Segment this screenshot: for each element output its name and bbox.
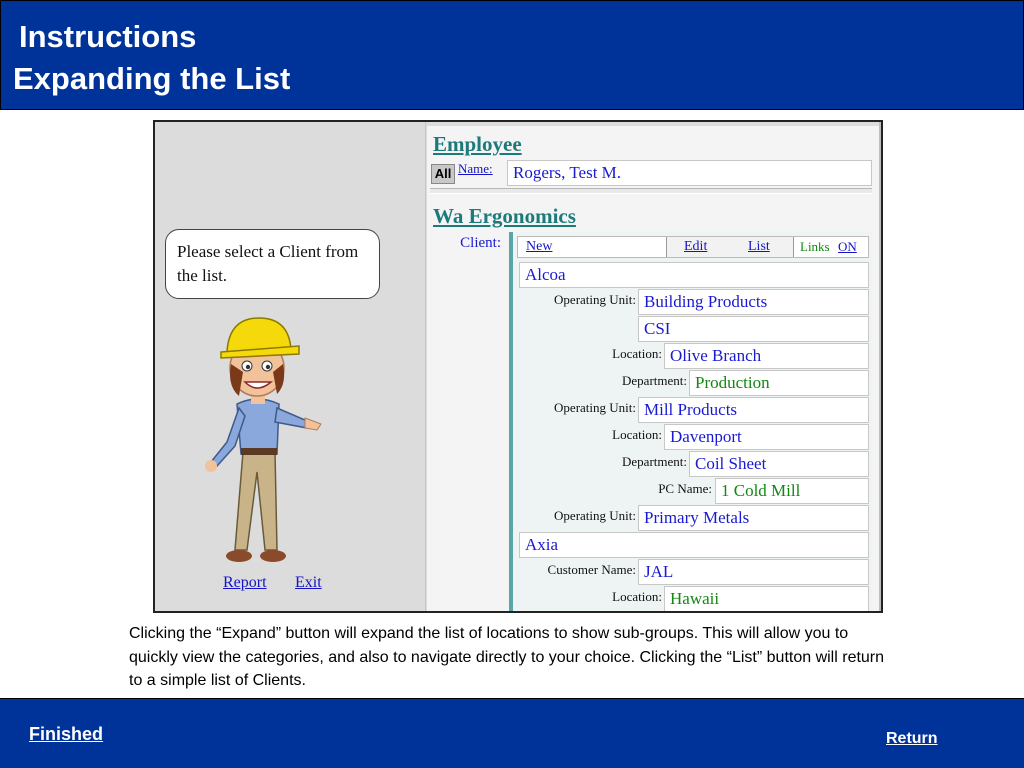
operating-unit-label: Operating Unit: xyxy=(554,292,636,307)
client-label: Client: xyxy=(460,235,501,251)
header-banner xyxy=(0,0,1024,110)
left-pane xyxy=(155,122,426,611)
page-subtitle: Expanding the List xyxy=(13,61,291,96)
footer-bar xyxy=(0,698,1024,768)
production-item[interactable]: Production xyxy=(689,370,869,396)
edit-button[interactable]: Edit xyxy=(684,239,708,254)
coil-sheet-item[interactable]: Coil Sheet xyxy=(689,451,869,477)
primary-metals-item[interactable]: Primary Metals xyxy=(638,505,869,531)
instruction-caption: Clicking the “Expand” button will expand the list of locations to show sub-groups. This will allow you to quickly view the categories, and also to navigate directly to your choice. Clicking the “List” button will return to a simple list of Clients. xyxy=(129,625,885,689)
location-label: Location: xyxy=(612,427,662,442)
return-link[interactable]: Return xyxy=(886,730,938,747)
worker-illustration-icon xyxy=(191,312,331,572)
scrollbar[interactable] xyxy=(879,122,883,611)
client-axia[interactable]: Axia xyxy=(519,532,869,558)
customer-name-label: Customer Name: xyxy=(547,562,636,577)
report-link[interactable]: Report xyxy=(223,574,267,591)
hawaii-item[interactable]: Hawaii xyxy=(664,586,869,612)
right-pane xyxy=(427,126,879,611)
links-label: Links xyxy=(800,239,830,254)
all-button[interactable]: All xyxy=(431,164,455,184)
department-label: Department: xyxy=(622,454,687,469)
mill-products-item[interactable]: Mill Products xyxy=(638,397,869,423)
pc-name-label: PC Name: xyxy=(658,481,712,496)
new-button[interactable]: New xyxy=(526,239,553,254)
wa-ergonomics-heading: Wa Ergonomics xyxy=(433,204,576,228)
operating-unit-label: Operating Unit: xyxy=(554,400,636,415)
davenport-item[interactable]: Davenport xyxy=(664,424,869,450)
page-title: Instructions xyxy=(19,19,197,54)
speech-bubble: Please select a Client from the list. xyxy=(165,229,380,299)
cold-mill-item[interactable]: 1 Cold Mill xyxy=(715,478,869,504)
divider xyxy=(430,188,872,194)
location-label: Location: xyxy=(612,589,662,604)
jal-item[interactable]: JAL xyxy=(638,559,869,585)
name-label-link[interactable]: Name: xyxy=(458,161,493,176)
list-button[interactable]: List xyxy=(748,239,770,254)
client-toolbar xyxy=(517,236,869,258)
employee-name-field[interactable]: Rogers, Test M. xyxy=(507,160,872,186)
exit-link[interactable]: Exit xyxy=(295,574,322,591)
app-screenshot xyxy=(153,120,883,613)
employee-heading: Employee xyxy=(433,132,522,156)
location-label: Location: xyxy=(612,346,662,361)
finished-link[interactable]: Finished xyxy=(29,724,104,744)
department-label: Department: xyxy=(622,373,687,388)
operating-unit-label: Operating Unit: xyxy=(554,508,636,523)
csi-item[interactable]: CSI xyxy=(638,316,869,342)
links-on-toggle[interactable]: ON xyxy=(838,239,857,254)
olive-branch-item[interactable]: Olive Branch xyxy=(664,343,869,369)
building-products-item[interactable]: Building Products xyxy=(638,289,869,315)
client-alcoa[interactable]: Alcoa xyxy=(519,262,869,288)
